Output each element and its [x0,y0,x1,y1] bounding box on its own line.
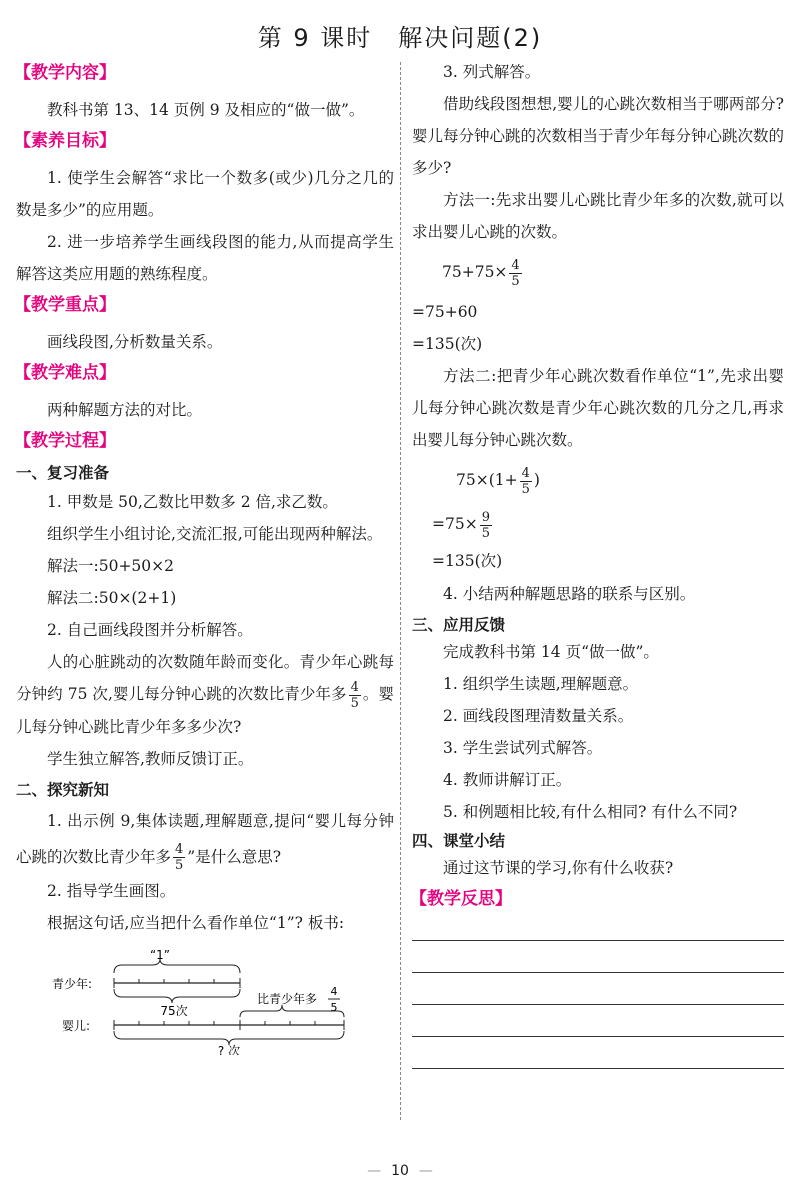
think-prompt: 借助线段图想想,婴儿的心跳次数相当于哪两部分? 婴儿每分钟心跳的次数相当于青少年每分钟心跳次数的多少? [412,95,785,177]
s4-question: 通过这节课的学习,你有什么收获? [443,859,674,877]
fraction-4-5: $\frac{4}{5}$ [350,679,359,711]
heading-key: 【教学重点】 [14,295,116,315]
more-frac-den: 5 [330,1000,338,1014]
heading-process: 【教学过程】 [14,431,116,451]
s2-unit-question: 根据这句话,应当把什么看作单位“1”? 板书: [47,913,345,932]
fraction-9-5: $\frac{9}{5}$ [481,509,490,541]
baby-count: ? 次 [217,1043,241,1055]
section-4-title: 四、课堂小结 [412,832,506,850]
reflection-line [412,1004,784,1005]
unit-1-label: “1” [149,947,171,962]
s1-discuss: 组织学生小组讨论,交流汇报,可能出现两种解法。 [47,525,383,543]
method-1-line-3: =135(次) [412,335,483,353]
method-1-line-2: =75+60 [412,303,478,321]
heading-reflection: 【教学反思】 [410,889,512,909]
left-column [16,62,394,1055]
page-title: 第 9 课时 解决问题(2) [257,24,543,52]
method-2-line-3: =135(次) [432,552,503,570]
goal-2: 2. 进一步培养学生画线段图的能力,从而提高学生解答这类应用题的熟练程度。 [16,233,394,283]
extra-brace [240,1005,344,1017]
section-3-title: 三、应用反馈 [412,616,506,634]
s2-show-example: 1. 出示例 9,集体读题,理解题意,提问“婴儿每分钟心跳的次数比青少年多 $\frac{4}{5}$ ”是什么意思? [16,811,394,873]
page-number: — 10 — [367,1163,433,1179]
reflection-line [412,940,784,941]
reflection-lines [412,940,784,1069]
s2-guide-draw: 2. 指导学生画图。 [47,881,176,900]
method-2-text: 方法二:把青少年心跳次数看作单位“1”,先求出婴儿每分钟心跳次数是青少年心跳次数的几分之几,再求出婴儿每分钟心跳次数。 [412,367,784,449]
heading-difficulty: 【教学难点】 [14,363,116,383]
more-label: 比青少年多 [257,991,318,1006]
fraction-4-5: $\frac{4}{5}$ [511,257,520,289]
baby-brace [114,1031,344,1045]
s3-step-5: 5. 和例题相比较,有什么相同? 有什么不同? [443,803,738,821]
reflection-line [412,1068,784,1069]
teen-label: 青少年: [52,976,93,991]
fraction-4-5: $\frac{4}{5}$ [175,842,184,873]
s3-step-1: 1. 组织学生读题,理解题意。 [443,675,639,693]
solve-step: 3. 列式解答。 [443,63,541,81]
s1-method-2: 解法二:50×(2+1) [47,589,177,607]
s1-problem: 1. 甲数是 50,乙数比甲数多 2 倍,求乙数。 [47,493,338,511]
method-1-line-1: 75+75× $\frac{4}{5}$ [442,257,520,289]
s3-step-3: 3. 学生尝试列式解答。 [443,739,603,757]
top-brace [114,959,240,973]
goal-1: 1. 使学生会解答“求比一个数多(或少)几分之几的数是多少”的应用题。 [16,169,394,219]
reflection-line [412,972,784,973]
method-1-text: 方法一:先求出婴儿心跳比青少年多的次数,就可以求出婴儿心跳的次数。 [412,191,784,241]
content-text: 教科书第 13、14 页例 9 及相应的“做一做”。 [47,101,365,119]
section-2-title: 二、探究新知 [16,780,110,799]
column-divider [400,62,401,1120]
heading-goals: 【素养目标】 [14,131,116,151]
s1-heart-problem: 人的心脏跳动的次数随年龄而变化。青少年心跳每分钟约 75 次,婴儿每分钟心跳的次数比青少年多 $\frac{4}{5}$ 。婴儿每分钟心跳比青少年多多少次? [16,653,394,736]
reflection-line [412,1036,784,1037]
method-2-line-1: 75×(1+ $\frac{4}{5}$ ) [456,465,540,497]
section-1-title: 一、复习准备 [16,464,110,482]
s1-feedback: 学生独立解答,教师反馈订正。 [47,749,254,768]
baby-label: 婴儿: [62,1018,91,1033]
s3-step-2: 2. 画线段图理清数量关系。 [443,707,634,725]
line-segment-diagram [52,945,382,1055]
method-2-line-2: =75× $\frac{9}{5}$ [432,509,490,541]
summary-step: 4. 小结两种解题思路的联系与区别。 [443,585,696,603]
more-frac-num: 4 [330,984,338,998]
s1-method-1: 解法一:50+50×2 [47,557,175,575]
s3-step-4: 4. 教师讲解订正。 [443,771,572,789]
right-column [412,62,784,1100]
s3-intro: 完成教科书第 14 页“做一做”。 [443,643,659,661]
heading-content: 【教学内容】 [14,63,116,83]
difficulty-text: 两种解题方法的对比。 [47,401,203,419]
fraction-4-5: $\frac{4}{5}$ [521,465,530,497]
teen-count: 75次 [160,1003,188,1018]
teen-brace [114,989,240,1003]
key-text: 画线段图,分析数量关系。 [47,333,223,351]
s1-draw: 2. 自己画线段图并分析解答。 [47,621,253,639]
